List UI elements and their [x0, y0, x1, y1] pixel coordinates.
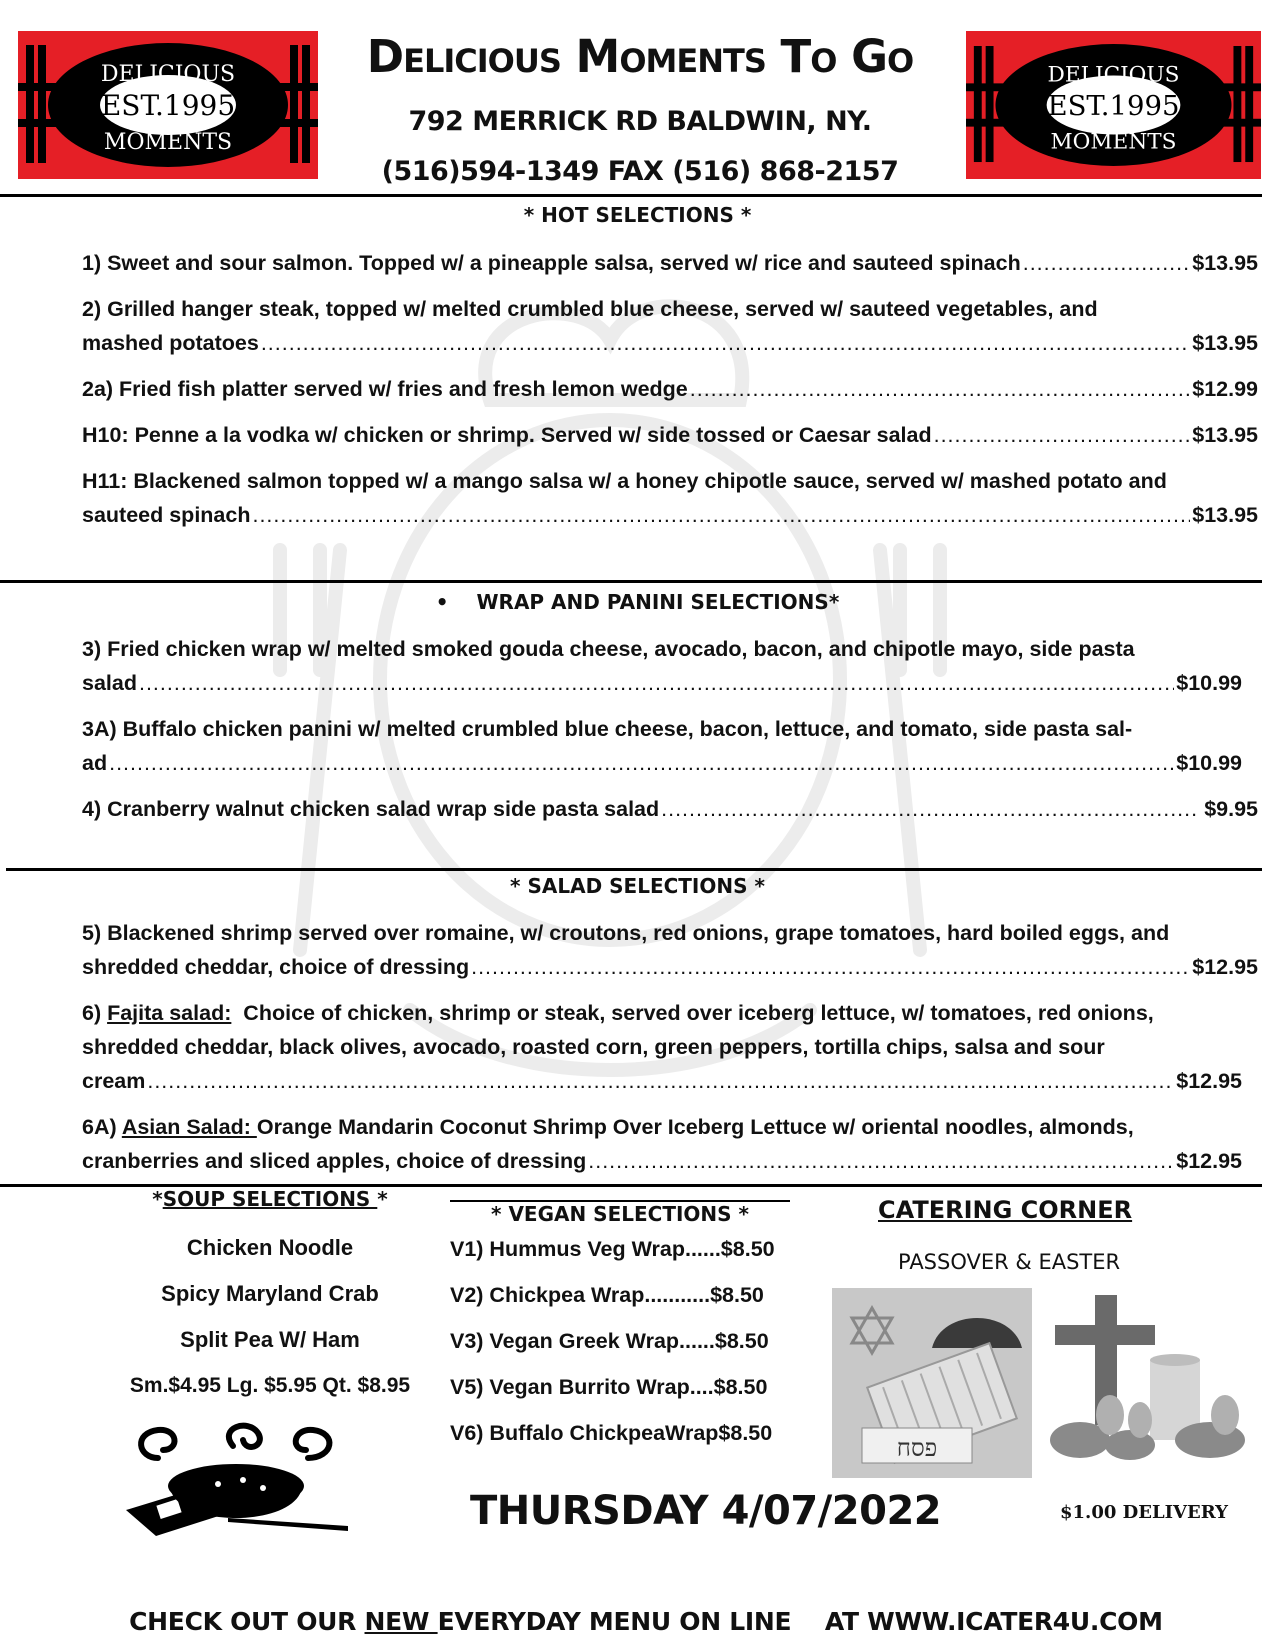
- hot-divider: [0, 580, 1262, 583]
- logo-text-mid: EST.1995: [100, 89, 236, 122]
- restaurant-name: Delicious Moments To Go: [366, 30, 914, 83]
- hot-items: [82, 246, 1258, 544]
- menu-date: THURSDAY 4/07/2022: [470, 1488, 942, 1534]
- item-price: $13.95: [1192, 423, 1258, 447]
- wrap-items: [82, 632, 1258, 838]
- passover-text: פסח: [896, 1434, 938, 1462]
- salad-items: [82, 916, 1258, 1190]
- catering-heading: CATERING CORNER: [878, 1196, 1133, 1224]
- vegan-item: V3) Vegan Greek Wrap......$8.50: [450, 1329, 769, 1353]
- logo-text-top: DELICIOUS: [100, 62, 236, 87]
- vegan-item: V2) Chickpea Wrap...........$8.50: [450, 1283, 764, 1307]
- logo-right: [966, 31, 1261, 179]
- vegan-column: [450, 1200, 830, 1456]
- item-price: $12.95: [1176, 1069, 1242, 1093]
- menu-item: H10: Penne a la vodka w/ chicken or shrimp. Served w/ side tossed or Caesar salad ..... $13.95: [82, 418, 1258, 452]
- vegan-heading: * VEGAN SELECTIONS *: [450, 1200, 790, 1226]
- vegan-item: V5) Vegan Burrito Wrap....$8.50: [450, 1375, 768, 1399]
- wrap-section-heading: • WRAP AND PANINI SELECTIONS*: [435, 590, 840, 614]
- menu-item: 5) Blackened shrimp served over romaine, w/ croutons, red onions, grape tomatoes, hard boiled eggs, and shredded cheddar, choice of dressing ..... $12.95: [82, 916, 1258, 984]
- menu-item: 3A) Buffalo chicken panini w/ melted crumbled blue cheese, bacon, lettuce, and tomato, side pasta sal- ad ..... $10.99: [82, 712, 1258, 780]
- wrap-divider: [6, 868, 1262, 871]
- restaurant-address: 792 MERRICK RD BALDWIN, NY.: [408, 106, 872, 137]
- item-price: $10.99: [1176, 671, 1242, 695]
- soup-item: Chicken Noodle: [186, 1235, 354, 1260]
- header-divider: [0, 194, 1262, 197]
- delivery-fee: $1.00 DELIVERY: [1060, 1502, 1228, 1523]
- soup-price: Sm.$4.95 Lg. $5.95 Qt. $8.95: [129, 1374, 411, 1397]
- soup-bowl-image: [118, 1418, 353, 1538]
- catering-subheading: PASSOVER & EASTER: [898, 1250, 1121, 1274]
- item-price: $10.99: [1176, 751, 1242, 775]
- salad-section-heading: * SALAD SELECTIONS *: [510, 874, 765, 898]
- item-price: $13.95: [1192, 331, 1258, 355]
- menu-item: 2) Grilled hanger steak, topped w/ melted crumbled blue cheese, served w/ sauteed vegetables, and mashed potatoes ..... $13.95: [82, 292, 1258, 360]
- menu-item: H11: Blackened salmon topped w/ a mango salsa w/ a honey chipotle sauce, served w/ mashed potato and sauteed spinach ..... $13.95: [82, 464, 1258, 532]
- menu-item: 6) Fajita salad: Choice of chicken, shrimp or steak, served over iceberg lettuce, w/ tomatoes, red onions, shredded cheddar, black olives, avocado, roasted corn, green peppers, tortilla chips, salsa and sour cream ..... $12.95: [82, 996, 1258, 1098]
- item-name: Asian Salad:: [121, 1115, 257, 1139]
- easter-image: [1040, 1290, 1265, 1465]
- menu-item: 6A) Asian Salad: Orange Mandarin Coconut Shrimp Over Iceberg Lettuce w/ oriental noodles, almonds, cranberries and sliced apples, choice of dressing ..... $12.95: [82, 1110, 1258, 1178]
- footer-website-notice: CHECK OUT OUR NEW EVERYDAY MENU ON LINE AT WWW.ICATER4U.COM: [129, 1607, 1163, 1636]
- logo-text-bottom: MOMENTS: [1050, 129, 1177, 155]
- item-price: $13.95: [1192, 503, 1258, 527]
- passover-image: [832, 1288, 1032, 1478]
- item-price: $9.95: [1198, 797, 1258, 821]
- item-price: $12.95: [1192, 955, 1258, 979]
- item-price: $12.95: [1176, 1149, 1242, 1173]
- vegan-item: V1) Hummus Veg Wrap......$8.50: [450, 1237, 775, 1261]
- item-price: $12.99: [1192, 377, 1258, 401]
- restaurant-phone: (516)594-1349 FAX (516) 868-2157: [381, 156, 899, 187]
- soup-heading: *SOUP SELECTIONS *: [152, 1187, 388, 1211]
- soup-item: Spicy Maryland Crab: [161, 1281, 379, 1306]
- logo-text-bottom: MOMENTS: [103, 130, 233, 155]
- menu-item: 1) Sweet and sour salmon. Topped w/ a pineapple salsa, served w/ rice and sauteed spinach ..... $13.95: [82, 246, 1258, 280]
- menu-item: 3) Fried chicken wrap w/ melted smoked gouda cheese, avocado, bacon, and chipotle mayo, side pasta salad ..... $10.99: [82, 632, 1258, 700]
- soup-column: [120, 1187, 420, 1409]
- logo-left: [18, 31, 318, 179]
- logo-text-mid: EST.1995: [1047, 89, 1180, 122]
- item-name: Fajita salad:: [107, 1001, 232, 1025]
- menu-item: 2a) Fried fish platter served w/ fries and fresh lemon wedge ..... $12.99: [82, 372, 1258, 406]
- bullet: •: [435, 590, 449, 614]
- hot-section-heading: * HOT SELECTIONS *: [523, 203, 752, 227]
- menu-item: 4) Cranberry walnut chicken salad wrap side pasta salad ..... $9.95: [82, 792, 1258, 826]
- vegan-item: V6) Buffalo ChickpeaWrap$8.50: [450, 1421, 773, 1445]
- item-price: $13.95: [1192, 251, 1258, 275]
- soup-item: Split Pea W/ Ham: [180, 1327, 360, 1352]
- logo-text-top: DELICIOUS: [1047, 62, 1180, 88]
